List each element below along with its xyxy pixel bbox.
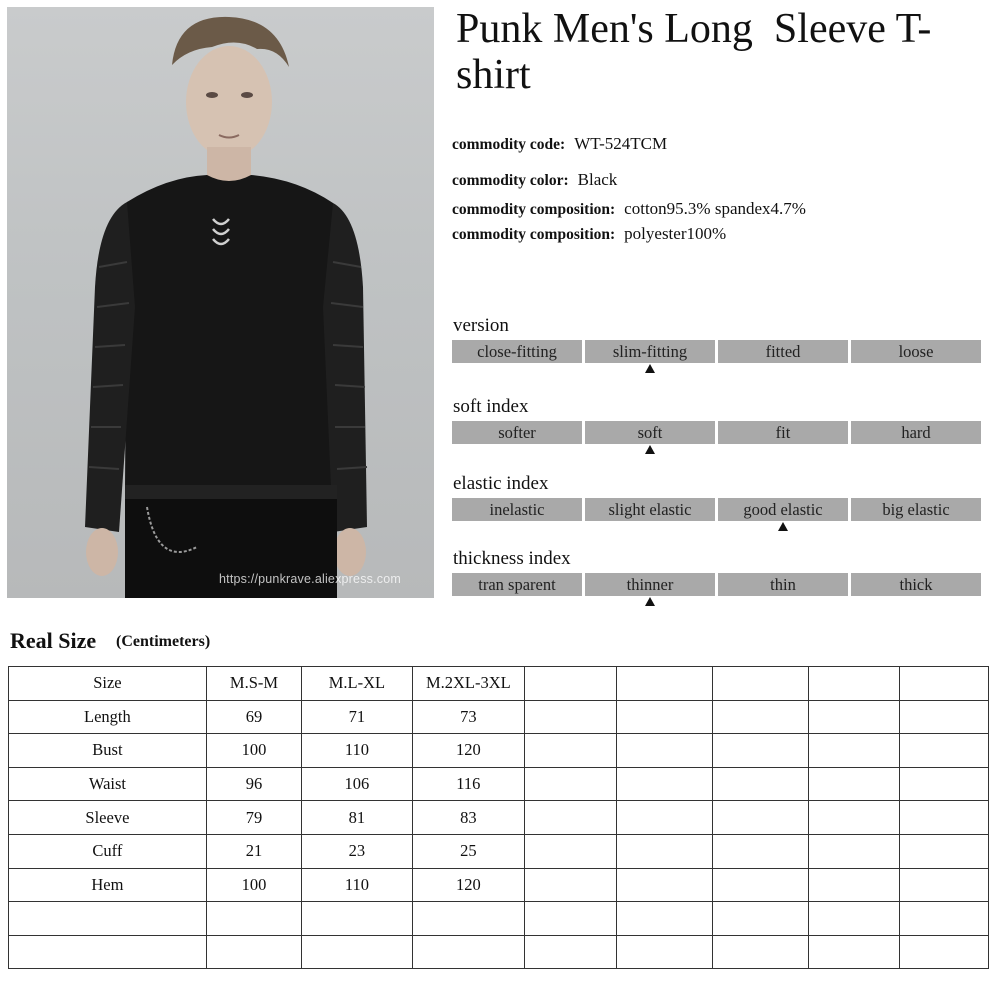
table-cell: 120 xyxy=(412,868,524,902)
spec-value: WT-524TCM xyxy=(574,134,668,153)
table-cell: Cuff xyxy=(9,834,207,868)
table-cell xyxy=(525,667,617,701)
table-cell xyxy=(302,935,412,969)
table-cell xyxy=(206,935,301,969)
table-cell: Bust xyxy=(9,734,207,768)
table-cell: 71 xyxy=(302,700,412,734)
model-illustration xyxy=(7,7,434,598)
table-cell xyxy=(712,700,808,734)
rating-option: soft xyxy=(585,421,715,444)
table-cell: 21 xyxy=(206,834,301,868)
table-cell: 81 xyxy=(302,801,412,835)
rating-option: slight elastic xyxy=(585,498,715,521)
spec-commodity-composition-2 xyxy=(452,224,726,244)
size-chart-unit: (Centimeters) xyxy=(116,633,211,650)
selection-marker-icon xyxy=(645,597,655,606)
table-cell xyxy=(899,902,988,936)
table-cell: 79 xyxy=(206,801,301,835)
table-cell xyxy=(809,935,899,969)
rating-option: fitted xyxy=(718,340,848,363)
rating-label-elastic-index: elastic index xyxy=(453,473,549,494)
table-cell xyxy=(525,767,617,801)
table-cell: 83 xyxy=(412,801,524,835)
table-cell xyxy=(899,700,988,734)
table-cell: 73 xyxy=(412,700,524,734)
table-cell: M.L-XL xyxy=(302,667,412,701)
table-cell xyxy=(302,902,412,936)
table-cell: 25 xyxy=(412,834,524,868)
table-cell xyxy=(712,734,808,768)
table-cell: 100 xyxy=(206,734,301,768)
rating-option: slim-fitting xyxy=(585,340,715,363)
table-cell xyxy=(899,834,988,868)
table-cell: Size xyxy=(9,667,207,701)
product-photo xyxy=(7,7,434,598)
selection-marker-icon xyxy=(778,522,788,531)
table-cell xyxy=(809,834,899,868)
spec-commodity-composition-1 xyxy=(452,199,806,219)
table-cell: 106 xyxy=(302,767,412,801)
table-cell xyxy=(712,902,808,936)
table-cell xyxy=(809,801,899,835)
size-chart-title: Real Size xyxy=(10,628,97,653)
rating-option: close-fitting xyxy=(452,340,582,363)
spec-value: Black xyxy=(577,170,618,189)
table-row xyxy=(9,801,989,835)
rating-option: softer xyxy=(452,421,582,444)
product-title: Punk Men's Long Sleeve T-shirt xyxy=(456,6,932,98)
spec-commodity-code xyxy=(452,134,667,154)
table-row xyxy=(9,868,989,902)
table-cell: 96 xyxy=(206,767,301,801)
table-cell xyxy=(712,801,808,835)
table-cell xyxy=(412,935,524,969)
rating-row-elastic-index xyxy=(452,498,983,521)
table-cell xyxy=(525,902,617,936)
selection-marker-icon xyxy=(645,445,655,454)
table-cell xyxy=(9,935,207,969)
table-cell xyxy=(712,667,808,701)
rating-row-soft-index xyxy=(452,421,983,444)
table-cell: M.S-M xyxy=(206,667,301,701)
spec-commodity-color xyxy=(452,170,617,190)
spec-key: commodity color: xyxy=(452,172,569,189)
table-cell xyxy=(712,868,808,902)
table-cell: 110 xyxy=(302,734,412,768)
table-cell: 69 xyxy=(206,700,301,734)
table-cell xyxy=(809,767,899,801)
table-cell xyxy=(525,868,617,902)
table-cell xyxy=(712,767,808,801)
table-cell xyxy=(617,801,712,835)
table-cell xyxy=(712,935,808,969)
table-row xyxy=(9,902,989,936)
table-cell xyxy=(809,700,899,734)
table-cell: Hem xyxy=(9,868,207,902)
spec-value: cotton95.3% spandex4.7% xyxy=(624,199,806,218)
rating-option: loose xyxy=(851,340,981,363)
table-row xyxy=(9,834,989,868)
table-row xyxy=(9,935,989,969)
table-cell xyxy=(809,667,899,701)
table-cell xyxy=(617,834,712,868)
table-cell: Sleeve xyxy=(9,801,207,835)
rating-option: inelastic xyxy=(452,498,582,521)
table-cell xyxy=(809,734,899,768)
table-cell xyxy=(525,700,617,734)
table-cell xyxy=(525,935,617,969)
table-row xyxy=(9,700,989,734)
table-header-row xyxy=(9,667,989,701)
table-cell xyxy=(9,902,207,936)
table-cell: 120 xyxy=(412,734,524,768)
table-cell xyxy=(617,700,712,734)
rating-row-version xyxy=(452,340,983,363)
rating-option: thin xyxy=(718,573,848,596)
selection-marker-icon xyxy=(645,364,655,373)
rating-option: thick xyxy=(851,573,981,596)
table-cell xyxy=(525,734,617,768)
table-cell xyxy=(809,902,899,936)
rating-option: hard xyxy=(851,421,981,444)
rating-option: tran sparent xyxy=(452,573,582,596)
table-cell xyxy=(899,734,988,768)
table-cell: Length xyxy=(9,700,207,734)
rating-label-thickness-index: thickness index xyxy=(453,548,571,569)
table-cell xyxy=(617,868,712,902)
table-cell xyxy=(525,834,617,868)
rating-row-thickness-index xyxy=(452,573,983,596)
size-table xyxy=(8,666,989,969)
rating-option: good elastic xyxy=(718,498,848,521)
spec-value: polyester100% xyxy=(624,224,727,243)
rating-option: fit xyxy=(718,421,848,444)
table-cell xyxy=(899,801,988,835)
table-cell xyxy=(712,834,808,868)
table-cell xyxy=(617,734,712,768)
table-row xyxy=(9,734,989,768)
table-cell xyxy=(899,935,988,969)
table-cell xyxy=(899,868,988,902)
spec-key: commodity composition: xyxy=(452,226,616,243)
spec-key: commodity composition: xyxy=(452,201,616,218)
table-cell xyxy=(809,868,899,902)
rating-option: big elastic xyxy=(851,498,981,521)
table-cell: M.2XL-3XL xyxy=(412,667,524,701)
table-cell xyxy=(617,902,712,936)
table-cell xyxy=(617,667,712,701)
table-cell xyxy=(525,801,617,835)
table-cell xyxy=(617,935,712,969)
table-cell: Waist xyxy=(9,767,207,801)
table-cell xyxy=(617,767,712,801)
table-row xyxy=(9,767,989,801)
table-cell xyxy=(412,902,524,936)
rating-label-soft-index: soft index xyxy=(453,396,529,417)
table-cell xyxy=(206,902,301,936)
rating-label-version: version xyxy=(453,315,509,336)
table-cell: 23 xyxy=(302,834,412,868)
table-cell xyxy=(899,667,988,701)
watermark: https://punkrave.aliexpress.com xyxy=(219,572,401,586)
table-cell: 100 xyxy=(206,868,301,902)
table-cell xyxy=(899,767,988,801)
table-cell: 110 xyxy=(302,868,412,902)
table-cell: 116 xyxy=(412,767,524,801)
rating-option: thinner xyxy=(585,573,715,596)
spec-key: commodity code: xyxy=(452,136,566,153)
